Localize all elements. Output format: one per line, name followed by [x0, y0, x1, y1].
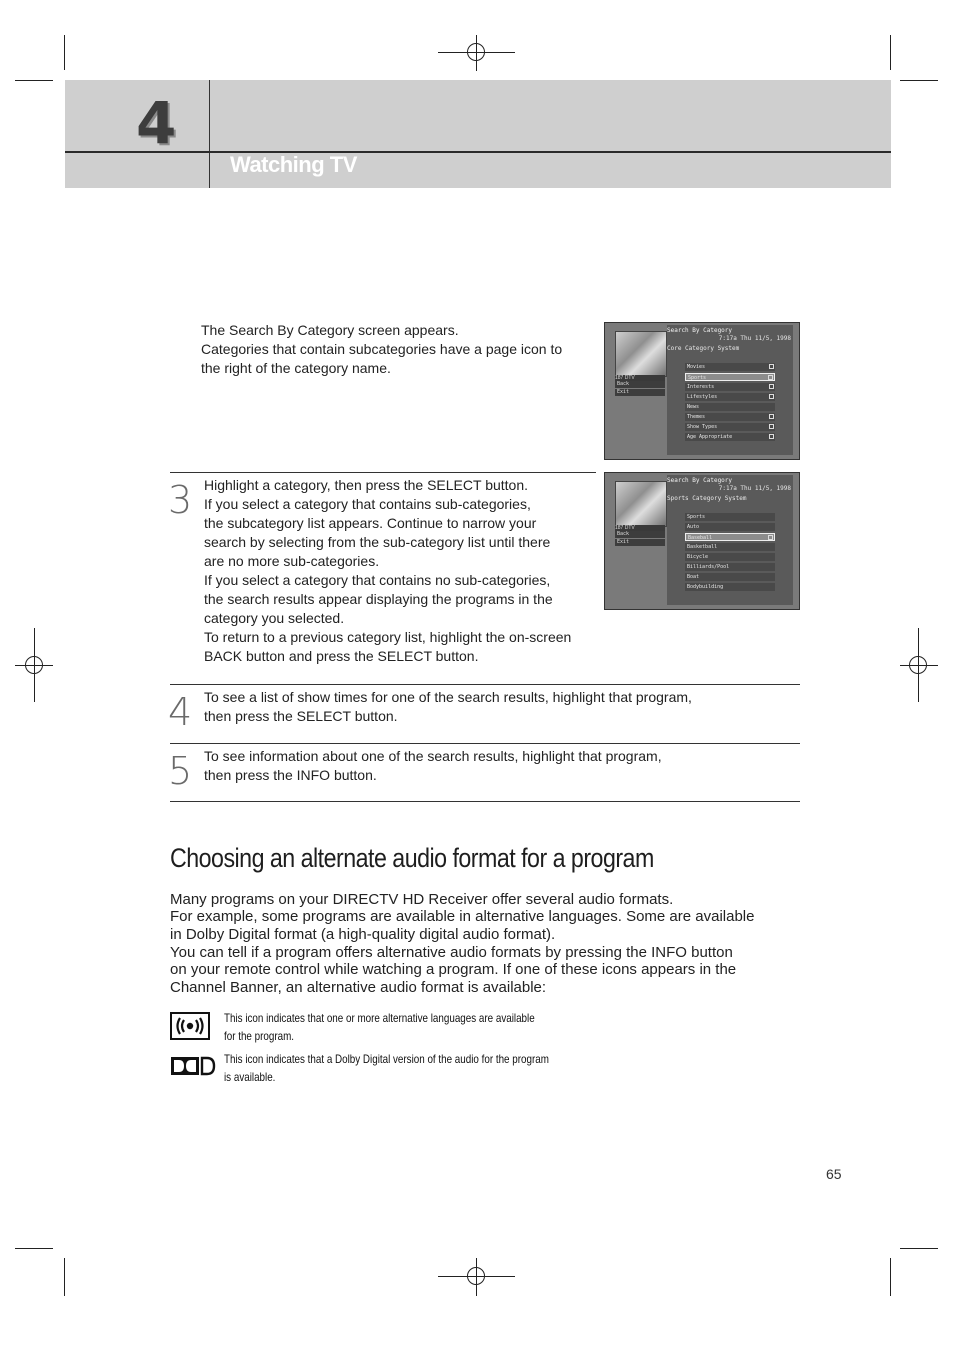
intro-line: The Search By Category screen appears. — [201, 322, 459, 338]
category-item: Lifestyles — [687, 394, 718, 400]
screen-subtitle: Sports Category System — [667, 495, 747, 502]
category-item: Interests — [687, 384, 715, 390]
step-text — [204, 747, 794, 785]
screen-title: Search By Category — [667, 477, 733, 484]
tv-thumbnail — [615, 331, 667, 377]
search-by-category-screenshot — [604, 322, 800, 460]
section-heading: Choosing an alternate audio format for a program — [170, 843, 654, 873]
step-divider — [170, 684, 800, 685]
exit-button: Exit — [615, 539, 665, 546]
category-item: News — [687, 404, 700, 410]
step-divider — [170, 743, 800, 744]
screen-time: 7:17a Thu 11/5, 1998 — [718, 335, 791, 342]
screen-title: Search By Category — [667, 327, 733, 334]
screen-time: 7:17a Thu 11/5, 1998 — [718, 485, 791, 492]
alternate-language-icon — [170, 1012, 210, 1040]
step-divider — [170, 472, 596, 473]
section-end-rule — [170, 801, 800, 802]
step-line: To see a list of show times for one of the search results, highlight that program, — [204, 689, 692, 705]
page-icon — [769, 434, 774, 439]
exit-button: Exit — [615, 389, 665, 396]
header-divider — [209, 80, 210, 188]
category-item: Boat — [687, 574, 700, 580]
icon-note: for the program. — [224, 1029, 295, 1043]
step-line: the subcategory list appears. Continue to narrow your — [204, 515, 537, 531]
category-item: Billiards/Pool — [687, 564, 730, 570]
category-item: Age Appropriate — [687, 434, 733, 440]
screen-subtitle: Core Category System — [667, 345, 740, 352]
sports-category-screenshot — [604, 472, 800, 610]
paragraph-line: For example, some programs are available in alternative languages. Some are available — [170, 908, 755, 925]
step-line: the search results appear displaying the programs in the — [204, 591, 553, 607]
page-number: 65 — [826, 1166, 842, 1182]
category-item: Basketball — [687, 544, 718, 550]
paragraph-line: in Dolby Digital format (a high-quality digital audio format). — [170, 926, 556, 943]
tv-thumbnail — [615, 481, 667, 527]
page-icon — [768, 375, 773, 380]
icon-note: This icon indicates that a Dolby Digital version of the audio for the program — [224, 1052, 549, 1066]
icon-note: This icon indicates that one or more alternative languages are available — [224, 1011, 535, 1025]
page-icon — [769, 394, 774, 399]
step-text — [204, 476, 584, 666]
icon-note: is available. — [224, 1070, 276, 1084]
page-icon — [769, 384, 774, 389]
paragraph-line: on your remote control while watching a program. If one of these icons appears in the — [170, 961, 737, 978]
step-line: then press the INFO button. — [204, 767, 377, 783]
back-button: Back — [615, 381, 665, 388]
intro-line: Categories that contain subcategories have a page icon to — [201, 341, 563, 357]
page-icon — [768, 535, 773, 540]
step-line: Highlight a category, then press the SELECT button. — [204, 477, 529, 493]
step-line: search by selecting from the sub-category list until there — [204, 534, 551, 550]
channel-caption: 187 DTV — [615, 375, 665, 381]
paragraph-line: You can tell if a program offers alternative audio formats by pressing the INFO button — [170, 944, 733, 961]
channel-caption: 187 DTV — [615, 525, 665, 531]
back-button: Back — [615, 531, 665, 538]
category-item: Movies — [687, 364, 706, 370]
step-number: 4 — [168, 690, 193, 734]
step-line: If you select a category that contains sub-categories, — [204, 496, 531, 512]
category-item: Sports — [687, 514, 706, 520]
intro-line: the right of the category name. — [201, 360, 391, 376]
category-item: Show Types — [687, 424, 718, 430]
step-number: 3 — [168, 478, 193, 522]
step-text — [204, 688, 794, 726]
step-line: BACK button and press the SELECT button. — [204, 648, 479, 664]
category-item: Baseball — [688, 535, 713, 541]
category-item: Themes — [687, 414, 706, 420]
step-line: If you select a category that contains no sub-categories, — [204, 572, 551, 588]
category-item: Bicycle — [687, 554, 709, 560]
step-line: category you selected. — [204, 610, 345, 626]
paragraph-line: Channel Banner, an alternative audio format is available: — [170, 979, 547, 996]
paragraph-line: Many programs on your DIRECTV HD Receiver offer several audio formats. — [170, 891, 674, 908]
chapter-number: 4 — [136, 89, 177, 157]
category-item: Sports — [688, 375, 707, 381]
dolby-digital-icon — [170, 1056, 216, 1076]
page-icon — [769, 414, 774, 419]
intro-text — [201, 321, 581, 378]
chapter-title: Watching TV — [230, 152, 357, 177]
step-number: 5 — [168, 749, 193, 793]
page-icon — [769, 364, 774, 369]
category-item: Bodybuilding — [687, 584, 724, 590]
page-icon — [769, 424, 774, 429]
step-line: To return to a previous category list, highlight the on-screen — [204, 629, 572, 645]
step-line: are no more sub-categories. — [204, 553, 380, 569]
step-line: To see information about one of the search results, highlight that program, — [204, 748, 662, 764]
category-item: Auto — [687, 524, 700, 530]
step-line: then press the SELECT button. — [204, 708, 398, 724]
